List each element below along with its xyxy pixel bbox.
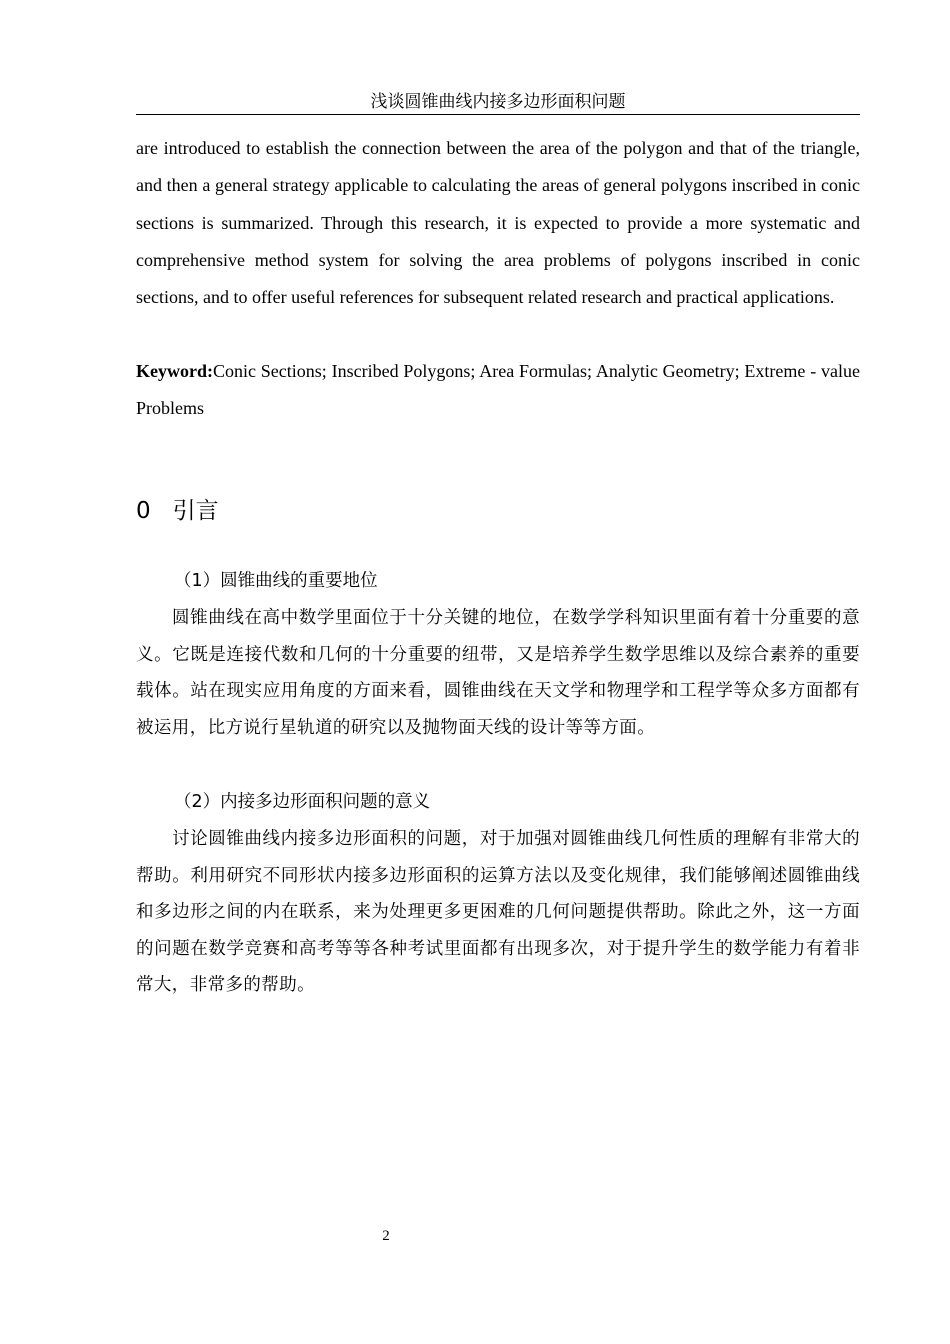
running-header: 浅谈圆锥曲线内接多边形面积问题	[136, 90, 860, 115]
subsection-heading: （1）圆锥曲线的重要地位	[174, 571, 378, 591]
keywords-label: Keyword:	[136, 361, 213, 381]
subsection-1	[136, 563, 860, 746]
page-number: 2	[382, 1228, 390, 1244]
subsection-paragraph: 讨论圆锥曲线内接多边形面积的问题，对于加强对圆锥曲线几何性质的理解有非常大的帮助。利用研究不同形状内接多边形面积的运算方法以及变化规律，我们能够阐述圆锥曲线和多边形之间的内在联系，来为处理更多更困难的几何问题提供帮助。除此之外，这一方面的问题在数学竞赛和高考等等各种考试里面都有出现多次，对于提升学生的数学能力有着非常大，非常多的帮助。	[136, 829, 860, 995]
section-number: 0	[136, 498, 151, 524]
section-heading	[136, 494, 219, 528]
keywords-text: Conic Sections; Inscribed Polygons; Area Formulas; Analytic Geometry; Extreme - value Problems	[136, 361, 860, 418]
section-title: 引言	[172, 498, 219, 524]
abstract-continuation	[136, 130, 860, 316]
subsection-heading: （2）内接多边形面积问题的意义	[174, 792, 431, 812]
subsection-paragraph: 圆锥曲线在高中数学里面位于十分关键的地位，在数学学科知识里面有着十分重要的意义。它既是连接代数和几何的十分重要的纽带，又是培养学生数学思维以及综合素养的重要载体。站在现实应用角度的方面来看，圆锥曲线在天文学和物理学和工程学等众多方面都有被运用，比方说行星轨道的研究以及抛物面天线的设计等等方面。	[136, 608, 860, 738]
keywords-line	[136, 353, 860, 427]
subsection-2	[136, 784, 860, 1004]
abstract-text: are introduced to establish the connection between the area of the polygon and that of the triangle, and then a general strategy applicable to calculating the areas of general polygons inscribed in conic sections is summarized. Through this research, it is expected to provide a more systematic and comprehensive method system for solving the area problems of polygons inscribed in conic sections, and to offer useful references for subsequent related research and practical applications.	[136, 138, 860, 308]
